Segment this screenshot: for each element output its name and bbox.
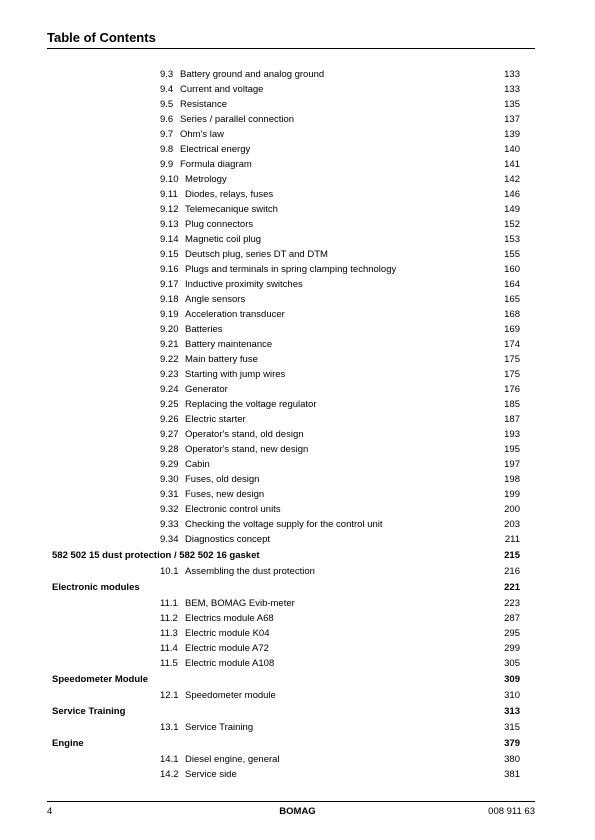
- toc-page-number: 305: [504, 658, 520, 669]
- toc-section-entry[interactable]: [0, 564, 595, 579]
- toc-page-number: 153: [504, 234, 520, 245]
- toc-page-number: 187: [504, 414, 520, 425]
- toc-entry-title: Diodes, relays, fuses: [185, 189, 274, 200]
- toc-page-number: 133: [504, 84, 520, 95]
- toc-page-number: 380: [504, 754, 520, 765]
- toc-section-entry[interactable]: [0, 97, 595, 112]
- toc-entry-title: Resistance: [180, 99, 227, 110]
- toc-section-entry[interactable]: [0, 611, 595, 626]
- toc-page-number: 140: [504, 144, 520, 155]
- toc-section-entry[interactable]: [0, 232, 595, 247]
- toc-entry-title: Deutsch plug, series DT and DTM: [185, 249, 328, 260]
- toc-page-number: 175: [504, 369, 520, 380]
- toc-section-number: 11.3: [160, 628, 178, 639]
- toc-entry-title: Starting with jump wires: [185, 369, 286, 380]
- toc-entry-title: Diagnostics concept: [185, 534, 271, 545]
- toc-list: [0, 67, 595, 782]
- toc-entry-title: Main battery fuse: [185, 354, 258, 365]
- toc-page-number: 135: [504, 99, 520, 110]
- toc-page-number: 211: [504, 534, 520, 545]
- toc-section-entry[interactable]: [0, 172, 595, 187]
- toc-section-number: 9.20: [160, 324, 179, 335]
- toc-section-entry[interactable]: [0, 292, 595, 307]
- toc-page-number: 185: [504, 399, 520, 410]
- toc-page-number: 195: [504, 444, 520, 455]
- toc-entry-title: Formula diagram: [180, 159, 252, 170]
- toc-section-entry[interactable]: [0, 502, 595, 517]
- toc-page-number: 193: [504, 429, 520, 440]
- toc-section-entry[interactable]: [0, 457, 595, 472]
- toc-page-number: 198: [504, 474, 520, 485]
- toc-entry-title: Electronic modules: [52, 582, 140, 593]
- toc-entry-title: Operator's stand, new design: [185, 444, 309, 455]
- toc-section-number: 9.24: [160, 384, 179, 395]
- toc-section-entry[interactable]: [0, 217, 595, 232]
- toc-page-number: 169: [504, 324, 520, 335]
- toc-page-number: 315: [504, 722, 520, 733]
- toc-section-number: 13.1: [160, 722, 179, 733]
- toc-section-number: 9.10: [160, 174, 179, 185]
- toc-entry-title: Telemecanique switch: [185, 204, 278, 215]
- toc-page-number: 139: [504, 129, 520, 140]
- toc-section-entry[interactable]: [0, 472, 595, 487]
- toc-section-entry[interactable]: [0, 367, 595, 382]
- toc-section-number: 9.29: [160, 459, 179, 470]
- toc-section-number: 9.33: [160, 519, 179, 530]
- toc-chapter-entry[interactable]: [0, 735, 595, 752]
- toc-section-number: 9.13: [160, 219, 179, 230]
- toc-page-number: 168: [504, 309, 520, 320]
- toc-page-number: 164: [504, 279, 520, 290]
- toc-page-number: 165: [504, 294, 520, 305]
- toc-section-entry[interactable]: [0, 720, 595, 735]
- toc-entry-title: Battery maintenance: [185, 339, 273, 350]
- toc-entry-title: Diesel engine, general: [185, 754, 280, 765]
- toc-page-number: 313: [504, 706, 520, 717]
- toc-section-entry[interactable]: [0, 82, 595, 97]
- toc-entry-title: Angle sensors: [185, 294, 246, 305]
- toc-section-entry[interactable]: [0, 442, 595, 457]
- toc-section-number: 9.21: [160, 339, 179, 350]
- toc-page-number: 137: [504, 114, 520, 125]
- toc-chapter-entry[interactable]: [0, 703, 595, 720]
- toc-section-entry[interactable]: [0, 277, 595, 292]
- toc-page-number: 160: [504, 264, 520, 275]
- toc-section-number: 9.15: [160, 249, 179, 260]
- toc-page-number: 199: [504, 489, 520, 500]
- toc-section-number: 9.4: [160, 84, 174, 95]
- toc-section-number: 9.19: [160, 309, 179, 320]
- toc-entry-title: 582 502 15 dust protection / 582 502 16 gasket: [52, 550, 260, 561]
- toc-section-entry[interactable]: [0, 127, 595, 142]
- toc-entry-title: Fuses, old design: [185, 474, 260, 485]
- footer-page-number: 4: [47, 806, 53, 817]
- toc-section-entry[interactable]: [0, 656, 595, 671]
- toc-section-entry[interactable]: [0, 427, 595, 442]
- toc-entry-title: Electrics module A68: [185, 613, 274, 624]
- toc-section-number: 9.7: [160, 129, 174, 140]
- toc-section-number: 9.16: [160, 264, 179, 275]
- toc-page-number: 295: [504, 628, 520, 639]
- toc-entry-title: Acceleration transducer: [185, 309, 285, 320]
- toc-section-entry[interactable]: [0, 247, 595, 262]
- toc-section-entry[interactable]: [0, 337, 595, 352]
- toc-page-number: 155: [504, 249, 520, 260]
- toc-chapter-entry[interactable]: [0, 671, 595, 688]
- toc-page-number: 133: [504, 69, 520, 80]
- toc-entry-title: Operator's stand, old design: [185, 429, 304, 440]
- toc-entry-title: Batteries: [185, 324, 223, 335]
- toc-page-number: 309: [504, 674, 520, 685]
- toc-page-number: 223: [504, 598, 520, 609]
- toc-section-entry[interactable]: [0, 767, 595, 782]
- toc-section-number: 9.12: [160, 204, 179, 215]
- toc-page-number: 381: [504, 769, 520, 780]
- toc-section-number: 12.1: [160, 690, 179, 701]
- toc-page-number: 149: [504, 204, 520, 215]
- toc-section-number: 9.8: [160, 144, 174, 155]
- toc-section-entry[interactable]: [0, 412, 595, 427]
- footer-brand: BOMAG: [279, 806, 316, 817]
- toc-section-entry[interactable]: [0, 262, 595, 277]
- toc-entry-title: Plug connectors: [185, 219, 254, 230]
- toc-chapter-entry[interactable]: [0, 579, 595, 596]
- toc-section-number: 9.25: [160, 399, 179, 410]
- toc-section-number: 14.2: [160, 769, 179, 780]
- toc-section-number: 9.28: [160, 444, 179, 455]
- toc-entry-title: Current and voltage: [180, 84, 264, 95]
- toc-section-entry[interactable]: [0, 112, 595, 127]
- toc-page-number: 216: [504, 566, 520, 577]
- toc-section-number: 9.11: [160, 189, 178, 200]
- toc-section-number: 9.26: [160, 414, 179, 425]
- toc-section-entry[interactable]: [0, 688, 595, 703]
- toc-section-number: 14.1: [160, 754, 179, 765]
- toc-section-entry[interactable]: [0, 307, 595, 322]
- toc-entry-title: Checking the voltage supply for the control unit: [185, 519, 383, 530]
- toc-entry-title: Series / parallel connection: [180, 114, 295, 125]
- toc-section-number: 9.17: [160, 279, 179, 290]
- toc-section-number: 9.3: [160, 69, 174, 80]
- toc-page-number: 146: [504, 189, 520, 200]
- toc-page-number: 299: [504, 643, 520, 654]
- toc-section-entry[interactable]: [0, 397, 595, 412]
- header-divider: [47, 48, 535, 49]
- footer-doc-number: 008 911 63: [488, 806, 535, 817]
- toc-entry-title: Service Training: [52, 706, 126, 717]
- toc-entry-title: Battery ground and analog ground: [180, 69, 325, 80]
- toc-page-number: 197: [504, 459, 520, 470]
- toc-page-number: 142: [504, 174, 520, 185]
- toc-page-number: 176: [504, 384, 520, 395]
- toc-section-number: 9.30: [160, 474, 179, 485]
- toc-page-number: 310: [504, 690, 520, 701]
- toc-entry-title: Speedometer Module: [52, 674, 149, 685]
- toc-entry-title: Electronic control units: [185, 504, 281, 515]
- toc-section-number: 9.18: [160, 294, 179, 305]
- toc-entry-title: Speedometer module: [185, 690, 276, 701]
- toc-entry-title: Inductive proximity switches: [185, 279, 303, 290]
- toc-section-number: 10.1: [160, 566, 179, 577]
- toc-section-entry[interactable]: [0, 596, 595, 611]
- toc-entry-title: Electric module K04: [185, 628, 270, 639]
- toc-entry-title: Cabin: [185, 459, 210, 470]
- toc-page-number: 141: [504, 159, 520, 170]
- toc-entry-title: Magnetic coil plug: [185, 234, 262, 245]
- toc-page-number: 200: [504, 504, 520, 515]
- toc-section-entry[interactable]: [0, 641, 595, 656]
- toc-page-number: 174: [504, 339, 520, 350]
- toc-page-number: 152: [504, 219, 520, 230]
- toc-section-entry[interactable]: [0, 202, 595, 217]
- toc-section-entry[interactable]: [0, 382, 595, 397]
- toc-section-number: 11.2: [160, 613, 178, 624]
- toc-page-number: 215: [504, 550, 520, 561]
- toc-section-entry[interactable]: [0, 487, 595, 502]
- toc-section-entry[interactable]: [0, 157, 595, 172]
- toc-section-number: 9.5: [160, 99, 174, 110]
- toc-entry-title: Metrology: [185, 174, 227, 185]
- toc-entry-title: Fuses, new design: [185, 489, 265, 500]
- toc-entry-title: Service Training: [185, 722, 254, 733]
- toc-section-number: 9.22: [160, 354, 179, 365]
- toc-entry-title: Ohm's law: [180, 129, 225, 140]
- page-title: Table of Contents: [47, 30, 156, 45]
- toc-section-entry[interactable]: [0, 67, 595, 82]
- toc-entry-title: Electric module A72: [185, 643, 269, 654]
- footer-divider: [47, 801, 535, 802]
- toc-section-entry[interactable]: [0, 187, 595, 202]
- toc-entry-title: Electric starter: [185, 414, 246, 425]
- toc-section-entry[interactable]: [0, 532, 595, 547]
- toc-section-number: 9.6: [160, 114, 174, 125]
- toc-entry-title: Plugs and terminals in spring clamping technology: [185, 264, 397, 275]
- toc-section-number: 11.4: [160, 643, 178, 654]
- toc-section-number: 9.27: [160, 429, 179, 440]
- toc-section-number: 11.5: [160, 658, 178, 669]
- toc-entry-title: Engine: [52, 738, 84, 749]
- toc-section-entry[interactable]: [0, 517, 595, 532]
- toc-entry-title: Electrical energy: [180, 144, 251, 155]
- toc-section-number: 9.14: [160, 234, 179, 245]
- toc-section-entry[interactable]: [0, 322, 595, 337]
- toc-entry-title: Electric module A108: [185, 658, 275, 669]
- toc-entry-title: Assembling the dust protection: [185, 566, 315, 577]
- toc-section-number: 9.32: [160, 504, 179, 515]
- toc-entry-title: Service side: [185, 769, 237, 780]
- toc-entry-title: BEM, BOMAG Evib-meter: [185, 598, 295, 609]
- toc-section-number: 9.23: [160, 369, 179, 380]
- toc-section-entry[interactable]: [0, 142, 595, 157]
- toc-entry-title: Generator: [185, 384, 228, 395]
- toc-chapter-entry[interactable]: [0, 547, 595, 564]
- toc-section-number: 9.34: [160, 534, 179, 545]
- toc-section-number: 11.1: [160, 598, 178, 609]
- toc-section-number: 9.9: [160, 159, 174, 170]
- toc-entry-title: Replacing the voltage regulator: [185, 399, 317, 410]
- toc-section-entry[interactable]: [0, 752, 595, 767]
- toc-page-number: 221: [504, 582, 520, 593]
- toc-section-entry[interactable]: [0, 626, 595, 641]
- toc-page-number: 203: [504, 519, 520, 530]
- toc-page-number: 287: [504, 613, 520, 624]
- toc-page-number: 175: [504, 354, 520, 365]
- toc-section-entry[interactable]: [0, 352, 595, 367]
- toc-page-number: 379: [504, 738, 520, 749]
- toc-section-number: 9.31: [160, 489, 179, 500]
